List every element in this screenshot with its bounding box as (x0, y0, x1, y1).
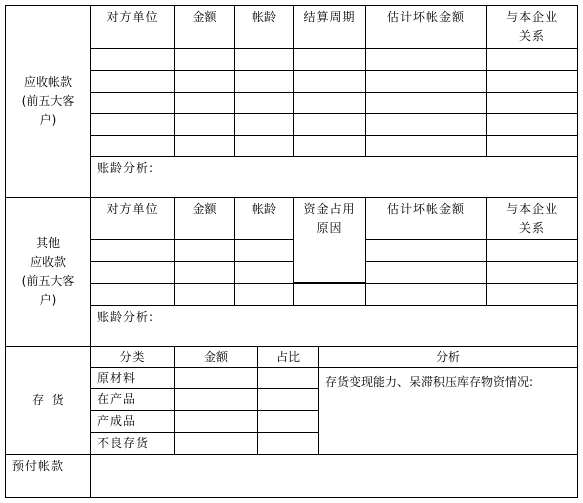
receivables-cell[interactable] (174, 113, 235, 136)
other-receivables-header-amount: 金额 (174, 197, 235, 240)
inventory-amount-cell[interactable] (174, 432, 258, 455)
other-receivables-section-label: 其他 应收款 (前五大客 户) (5, 197, 91, 347)
receivables-cell[interactable] (234, 135, 294, 157)
receivables-cell[interactable] (293, 135, 366, 157)
receivables-cell[interactable] (486, 92, 578, 114)
receivables-cell[interactable] (174, 48, 235, 71)
receivables-cell[interactable] (486, 113, 578, 136)
other-receivables-aging-analysis[interactable]: 账龄分析: (90, 305, 578, 347)
receivables-header-aging: 帐龄 (234, 5, 294, 49)
other-receivables-cell[interactable] (174, 239, 235, 262)
receivables-cell[interactable] (486, 70, 578, 93)
other-receivables-cell[interactable] (174, 283, 235, 306)
receivables-aging-analysis[interactable]: 账龄分析: (90, 156, 578, 198)
receivables-header-settlement-cycle: 结算周期 (293, 5, 366, 49)
receivables-cell[interactable] (365, 135, 487, 157)
receivables-cell[interactable] (174, 92, 235, 114)
receivables-cell[interactable] (365, 113, 487, 136)
inventory-category-bad-stock: 不良存货 (90, 432, 175, 455)
other-receivables-header-fund-reason: 资金占用 原因 (293, 197, 366, 283)
inventory-proportion-cell[interactable] (257, 432, 319, 455)
inventory-category-raw-materials: 原材料 (90, 367, 175, 389)
receivables-cell[interactable] (234, 113, 294, 136)
inventory-section-label: 存 货 (5, 346, 91, 455)
other-receivables-cell[interactable] (234, 239, 294, 262)
other-receivables-header-counterparty: 对方单位 (90, 197, 175, 240)
inventory-header-proportion: 占比 (257, 346, 319, 368)
receivables-cell[interactable] (234, 92, 294, 114)
other-receivables-header-relationship: 与本企业 关系 (486, 197, 578, 240)
receivables-header-bad-debt: 估计坏帐金额 (365, 5, 487, 49)
receivables-cell[interactable] (234, 48, 294, 71)
prepayments-section-label: 预付帐款 (5, 454, 91, 498)
other-receivables-header-aging: 帐龄 (234, 197, 294, 240)
inventory-category-finished-goods: 产成品 (90, 410, 175, 433)
other-receivables-cell[interactable] (486, 283, 578, 306)
other-receivables-cell[interactable] (90, 239, 175, 262)
inventory-header-amount: 金额 (174, 346, 258, 368)
other-receivables-cell[interactable] (365, 261, 487, 284)
receivables-cell[interactable] (486, 48, 578, 71)
inventory-proportion-cell[interactable] (257, 410, 319, 433)
inventory-header-category: 分类 (90, 346, 175, 368)
receivables-cell[interactable] (90, 70, 175, 93)
receivables-cell[interactable] (293, 113, 366, 136)
receivables-cell[interactable] (293, 70, 366, 93)
inventory-proportion-cell[interactable] (257, 388, 319, 411)
other-receivables-cell[interactable] (90, 283, 175, 306)
receivables-cell[interactable] (90, 48, 175, 71)
receivables-cell[interactable] (90, 113, 175, 136)
receivables-section-label: 应收帐款 (前五大客 户) (5, 5, 91, 198)
other-receivables-cell[interactable] (293, 283, 366, 306)
other-receivables-cell[interactable] (486, 239, 578, 262)
other-receivables-cell[interactable] (90, 261, 175, 284)
inventory-amount-cell[interactable] (174, 410, 258, 433)
receivables-cell[interactable] (90, 135, 175, 157)
inventory-analysis-cell[interactable]: 存货变现能力、呆滞积压库存物资情况: (318, 367, 578, 455)
receivables-cell[interactable] (486, 135, 578, 157)
inventory-amount-cell[interactable] (174, 388, 258, 411)
other-receivables-header-bad-debt: 估计坏帐金额 (365, 197, 487, 240)
other-receivables-cell[interactable] (234, 261, 294, 284)
prepayments-cell[interactable] (90, 454, 578, 498)
receivables-cell[interactable] (234, 70, 294, 93)
inventory-proportion-cell[interactable] (257, 367, 319, 389)
receivables-cell[interactable] (174, 70, 235, 93)
other-receivables-cell[interactable] (174, 261, 235, 284)
inventory-header-analysis: 分析 (318, 346, 578, 368)
receivables-cell[interactable] (90, 92, 175, 114)
receivables-cell[interactable] (293, 48, 366, 71)
receivables-cell[interactable] (365, 48, 487, 71)
other-receivables-cell[interactable] (365, 239, 487, 262)
inventory-amount-cell[interactable] (174, 367, 258, 389)
receivables-cell[interactable] (293, 92, 366, 114)
other-receivables-cell[interactable] (234, 283, 294, 306)
receivables-header-counterparty: 对方单位 (90, 5, 175, 49)
other-receivables-cell[interactable] (365, 283, 487, 306)
receivables-cell[interactable] (365, 70, 487, 93)
receivables-header-amount: 金额 (174, 5, 235, 49)
receivables-cell[interactable] (365, 92, 487, 114)
receivables-header-relationship: 与本企业 关系 (486, 5, 578, 49)
receivables-cell[interactable] (174, 135, 235, 157)
inventory-category-wip: 在产品 (90, 388, 175, 411)
other-receivables-cell[interactable] (486, 261, 578, 284)
